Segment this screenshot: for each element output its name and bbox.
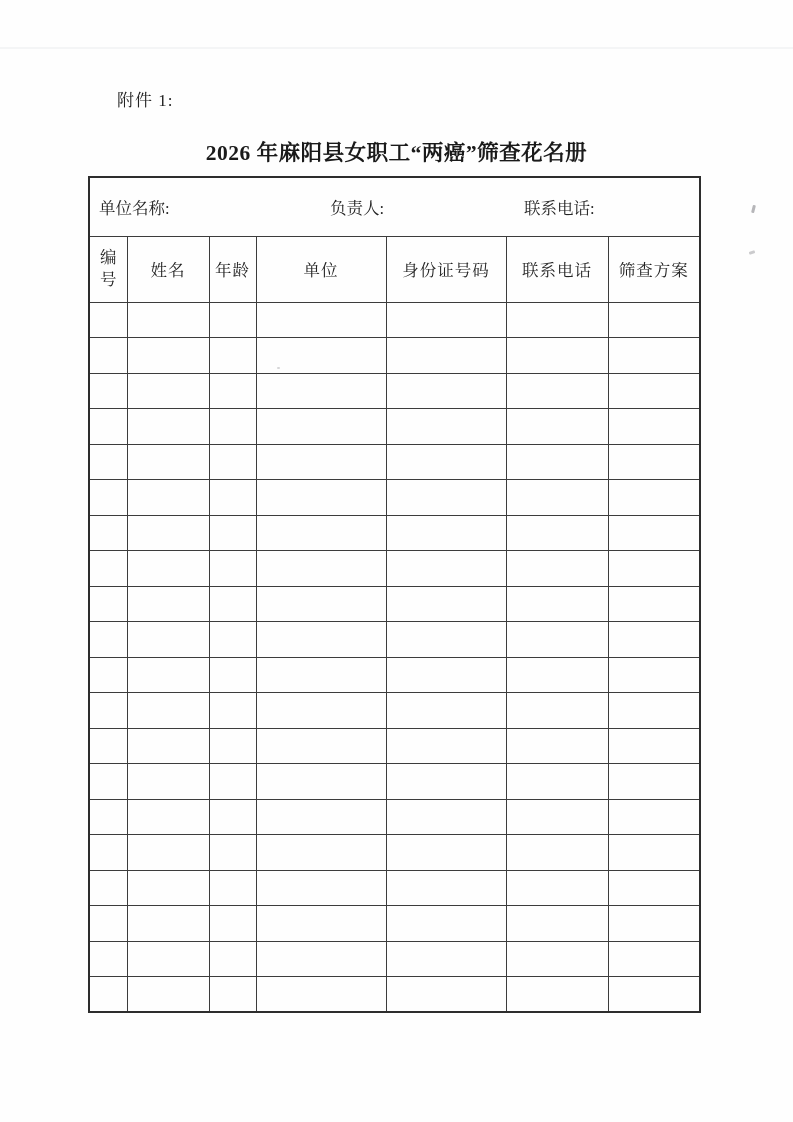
empty-cell — [506, 941, 608, 977]
empty-cell — [209, 693, 256, 729]
empty-cell — [608, 622, 700, 658]
empty-cell — [209, 728, 256, 764]
empty-cell — [256, 302, 386, 338]
empty-cell — [256, 906, 386, 942]
empty-cell — [209, 622, 256, 658]
empty-cell — [256, 480, 386, 516]
empty-cell — [256, 444, 386, 480]
empty-cell — [89, 338, 127, 374]
empty-cell — [256, 338, 386, 374]
empty-cell — [386, 728, 506, 764]
empty-cell — [127, 835, 209, 871]
empty-cell — [209, 977, 256, 1013]
empty-cell — [506, 764, 608, 800]
empty-cell — [209, 480, 256, 516]
empty-cell — [256, 515, 386, 551]
empty-cell — [89, 586, 127, 622]
empty-cell — [386, 906, 506, 942]
empty-cell — [89, 870, 127, 906]
empty-cell — [209, 409, 256, 445]
empty-cell — [506, 373, 608, 409]
empty-cell — [256, 941, 386, 977]
empty-cell — [608, 835, 700, 871]
manager-label: 负责人: — [330, 198, 385, 218]
table-row — [89, 870, 700, 906]
empty-cell — [506, 515, 608, 551]
empty-cell — [127, 551, 209, 587]
empty-cell — [256, 551, 386, 587]
table-row — [89, 622, 700, 658]
empty-cell — [256, 373, 386, 409]
empty-cell — [89, 657, 127, 693]
table-row — [89, 373, 700, 409]
empty-cell — [209, 906, 256, 942]
table-row — [89, 551, 700, 587]
table-row — [89, 693, 700, 729]
empty-cell — [608, 551, 700, 587]
empty-cell — [506, 338, 608, 374]
empty-cell — [386, 835, 506, 871]
empty-cell — [608, 373, 700, 409]
empty-cell — [608, 586, 700, 622]
empty-cell — [386, 515, 506, 551]
contact-phone-label: 联系电话: — [524, 198, 595, 218]
empty-cell — [506, 870, 608, 906]
empty-cell — [386, 870, 506, 906]
empty-cell — [209, 373, 256, 409]
empty-cell — [256, 728, 386, 764]
column-header-age: 年龄 — [209, 236, 256, 302]
table-header-row — [89, 236, 700, 302]
empty-cell — [256, 586, 386, 622]
empty-cell — [386, 444, 506, 480]
empty-cell — [608, 338, 700, 374]
empty-cell — [506, 799, 608, 835]
empty-cell — [89, 409, 127, 445]
table-row — [89, 835, 700, 871]
table-row — [89, 906, 700, 942]
empty-cell — [89, 835, 127, 871]
attachment-label: 附件 1: — [117, 91, 174, 110]
empty-cell — [209, 764, 256, 800]
empty-cell — [506, 586, 608, 622]
empty-cell — [608, 728, 700, 764]
empty-cell — [608, 657, 700, 693]
empty-cell — [506, 728, 608, 764]
empty-cell — [209, 835, 256, 871]
empty-cell — [256, 693, 386, 729]
table-row — [89, 657, 700, 693]
table-row — [89, 764, 700, 800]
empty-cell — [209, 941, 256, 977]
empty-cell — [127, 444, 209, 480]
empty-cell — [256, 657, 386, 693]
empty-cell — [608, 799, 700, 835]
empty-cell — [89, 941, 127, 977]
empty-cell — [608, 906, 700, 942]
empty-cell — [209, 586, 256, 622]
empty-cell — [608, 302, 700, 338]
empty-cell — [89, 515, 127, 551]
column-header-screening-plan: 筛查方案 — [608, 236, 700, 302]
empty-cell — [386, 799, 506, 835]
empty-cell — [89, 551, 127, 587]
table-row — [89, 444, 700, 480]
empty-cell — [608, 977, 700, 1013]
column-header-number — [89, 236, 127, 302]
empty-cell — [386, 409, 506, 445]
page-title: 2026 年麻阳县女职工“两癌”筛查花名册 — [205, 141, 588, 165]
empty-cell — [386, 373, 506, 409]
empty-cell — [89, 302, 127, 338]
empty-cell — [608, 480, 700, 516]
empty-cell — [256, 764, 386, 800]
table-row — [89, 977, 700, 1013]
empty-cell — [506, 444, 608, 480]
empty-cell — [506, 302, 608, 338]
empty-cell — [608, 870, 700, 906]
empty-cell — [608, 941, 700, 977]
empty-cell — [506, 409, 608, 445]
empty-cell — [209, 338, 256, 374]
scan-speck — [749, 250, 756, 255]
empty-cell — [209, 799, 256, 835]
empty-cell — [89, 373, 127, 409]
empty-cell — [89, 444, 127, 480]
table-row — [89, 338, 700, 374]
empty-cell — [386, 586, 506, 622]
empty-cell — [506, 835, 608, 871]
empty-cell — [256, 409, 386, 445]
empty-cell — [127, 480, 209, 516]
empty-cell — [386, 764, 506, 800]
empty-cell — [127, 586, 209, 622]
empty-cell — [608, 444, 700, 480]
empty-cell — [386, 338, 506, 374]
empty-cell — [127, 409, 209, 445]
empty-cell — [89, 622, 127, 658]
empty-cell — [608, 693, 700, 729]
table-row — [89, 586, 700, 622]
empty-cell — [608, 409, 700, 445]
empty-cell — [127, 302, 209, 338]
empty-cell — [386, 941, 506, 977]
empty-cell — [127, 338, 209, 374]
empty-cell — [256, 835, 386, 871]
empty-cell — [89, 764, 127, 800]
info-row — [89, 177, 700, 236]
empty-cell — [127, 941, 209, 977]
table-row — [89, 799, 700, 835]
column-header-number-label: 编号 — [99, 247, 117, 289]
empty-cell — [209, 444, 256, 480]
empty-cell — [127, 373, 209, 409]
table-row — [89, 480, 700, 516]
empty-cell — [89, 977, 127, 1013]
empty-cell — [127, 693, 209, 729]
empty-cell — [256, 799, 386, 835]
empty-cell — [608, 764, 700, 800]
empty-cell — [386, 693, 506, 729]
roster-table — [88, 176, 701, 1013]
column-header-phone: 联系电话 — [506, 236, 608, 302]
empty-cell — [89, 693, 127, 729]
empty-cell — [506, 622, 608, 658]
scan-artifact-streak — [0, 47, 793, 49]
empty-cell — [127, 657, 209, 693]
empty-cell — [506, 977, 608, 1013]
empty-cell — [127, 799, 209, 835]
table-row — [89, 302, 700, 338]
empty-cell — [608, 515, 700, 551]
empty-cell — [209, 302, 256, 338]
empty-cell — [209, 657, 256, 693]
empty-cell — [127, 870, 209, 906]
empty-cell — [506, 551, 608, 587]
empty-cell — [386, 480, 506, 516]
empty-cell — [506, 906, 608, 942]
empty-cell — [506, 657, 608, 693]
empty-cell — [386, 302, 506, 338]
empty-cell — [506, 480, 608, 516]
empty-cell — [127, 764, 209, 800]
empty-cell — [506, 693, 608, 729]
empty-cell — [127, 515, 209, 551]
column-header-unit: 单位 — [256, 236, 386, 302]
empty-cell — [127, 977, 209, 1013]
empty-cell — [127, 622, 209, 658]
empty-cell — [256, 977, 386, 1013]
empty-cell — [89, 799, 127, 835]
empty-cell — [127, 728, 209, 764]
empty-cell — [386, 622, 506, 658]
empty-cell — [209, 551, 256, 587]
empty-cell — [209, 870, 256, 906]
empty-cell — [256, 870, 386, 906]
empty-cell — [127, 906, 209, 942]
empty-cell — [386, 657, 506, 693]
empty-cell — [256, 622, 386, 658]
table-row — [89, 941, 700, 977]
column-header-id-number: 身份证号码 — [386, 236, 506, 302]
empty-cell — [386, 977, 506, 1013]
empty-cell — [386, 551, 506, 587]
table-row — [89, 728, 700, 764]
empty-cell — [89, 906, 127, 942]
empty-cell — [209, 515, 256, 551]
info-row-cell — [89, 177, 700, 236]
column-header-name: 姓名 — [127, 236, 209, 302]
unit-name-label: 单位名称: — [99, 198, 170, 218]
table-body — [89, 302, 700, 1012]
table-row — [89, 515, 700, 551]
table-row — [89, 409, 700, 445]
scan-speck — [751, 205, 756, 213]
empty-cell — [89, 480, 127, 516]
empty-cell — [89, 728, 127, 764]
